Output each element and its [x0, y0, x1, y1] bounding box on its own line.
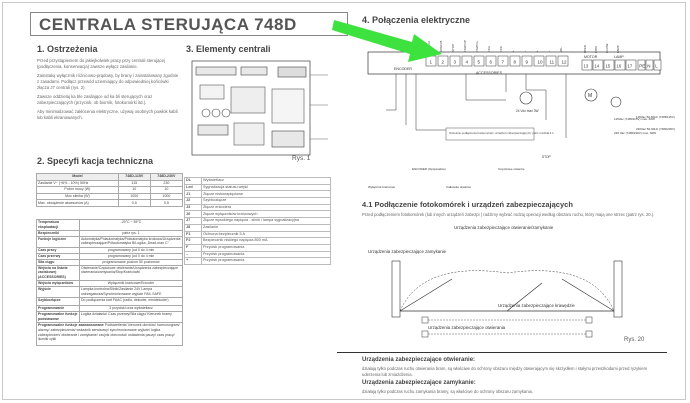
table-cell: Wyjście [37, 286, 80, 297]
legend-value: Szybkozłącze [202, 198, 331, 205]
legend-value: Złącze wyłączników krańcowych [202, 211, 331, 218]
table-cell: Zasilanie V~ (+6% - 10%) 50Hz [37, 180, 119, 187]
table-cell: Bezpieczniki [37, 230, 80, 236]
terminal-top-label: + [535, 50, 539, 52]
table-row [37, 187, 183, 194]
legend-key: F2 [185, 238, 202, 245]
terminal-number: 4 [465, 59, 469, 65]
display [200, 85, 224, 99]
relay-block [234, 123, 264, 145]
legend-value: Złącze enkodera [202, 204, 331, 211]
group-label-motor: MOTOR [584, 55, 598, 59]
power-terminal-label: PE [639, 63, 646, 69]
warning-lamp-symbol [611, 97, 621, 107]
terminal-block-j1 [196, 67, 236, 75]
terminal-top-label: FCA [487, 46, 491, 52]
warning-paragraph: Aby minimalizować zakłócenia elektryczne, używaj osobnych powłok kabli lub kabli ekranowanych. [37, 109, 178, 120]
table-cell: 3 przyciski oraz wyświetlacz [80, 305, 183, 311]
section-4-1-heading: 4.1 Podłączenie fotokomórek i urządzeń zabezpieczających [362, 200, 573, 209]
table-cell: 230 [150, 180, 182, 187]
close-devices-heading: Urządzenia zabezpieczające zamykanie: [362, 380, 476, 386]
table-row [37, 180, 183, 187]
label-open-close-devices: Urządzenia zabezpieczające otwieranie/zamykanie [454, 225, 554, 230]
table-cell: Max. obciążenie akcesoriów (A) [37, 200, 119, 207]
warning-paragraph: Zainstaluj wyłącznik różnicowo-prądowy, by brany i zainstalowany zgodnie z zasadami. Podłącz przewód uziemiający do odpowiedniej końcówki złącza J7 centrali (rys. 2) [37, 73, 179, 90]
terminal-number: 6 [489, 59, 493, 65]
terminal-number: 3 [453, 59, 457, 65]
legend-key: J6 [185, 211, 202, 218]
table-cell: Otwieranie/Częściowe otwieranie/Urządzenia zabezpieczające otwierania/zamykania/Stop/Krańcówki [80, 265, 183, 280]
table-cell: Do podłączenia kart FAAC (radio, dekoder, minidekoder) [80, 297, 183, 305]
label-partial-open: Częściowe otwarcie [498, 167, 525, 171]
table-cell: Funkcje logiczne [37, 236, 80, 247]
power-terminal-label: L [655, 63, 658, 69]
legend-key: J2 [185, 198, 202, 205]
spec-table [36, 173, 183, 207]
legend-value: Przycisk programowania [202, 258, 331, 265]
table-cell: Szybkozłącze [37, 297, 80, 305]
terminal-top-label: W.L. [559, 45, 563, 52]
terminal-top-label: + [511, 50, 515, 52]
column-header: Model [37, 174, 119, 181]
table-row [185, 251, 331, 258]
terminal-number: 5 [477, 59, 481, 65]
transformer [272, 89, 304, 123]
left-pillar [392, 261, 400, 317]
terminal-top-label: OPEN B [439, 40, 443, 52]
terminal-number: 10 [537, 59, 543, 65]
table-cell: 0,5 [118, 200, 150, 207]
terminal-top-label: – [547, 50, 551, 52]
table-cell: Siła ciągu [37, 259, 80, 265]
terminal-number: 17 [627, 63, 633, 69]
figure-label-rys-20: Rys. 20 [624, 337, 645, 343]
legend-key: DL [185, 178, 202, 185]
wire [386, 74, 396, 110]
table-cell: Programowalne funkcje podstawowe [37, 311, 80, 322]
terminal-top-label: STOP [451, 43, 455, 52]
table-cell-value: Podświetlenie/ kierunek obrotów/ harmonogram/ alarmy/ zabezpieczenia/ wskaźnik serwisowy/ synchronizowane wyjście/ logika zabezpieczeń/ otwieranie i zamykanie/ czujnik obecności/ ustawienia pauzy/ czas pracy/ liczniki cykli [38, 322, 180, 342]
label-lamp-230: 230 Vac (748D230V) max. 60W [614, 131, 657, 135]
close-devices-text: działają tylko podczas ruchu zamykania bramy, są właściwe do ochrony obszaru zamykania. [362, 389, 533, 394]
warning-paragraph: Przed przystąpieniem do jakiejkolwiek pracy przy centrali sterującej (podłączenia, konserwacja) zawsze wyłącz zasilanie. [37, 58, 166, 69]
section-1-text [37, 58, 179, 153]
terminal-number: 1 [429, 59, 433, 65]
legend-value: Sygnalizacja statusu wejść [202, 184, 331, 191]
motor-terminal-label: LAMP [616, 45, 620, 53]
table-cell: Czas pracy [37, 247, 80, 253]
section-3-heading: 3. Elementy centrali [186, 44, 271, 54]
warning-paragraph: Zawsze oddzielaj ka ble zasilające od ka bli sterujących oraz zabezpieczających (przycisk, ob biornik, fotokomórki itd.). [37, 94, 153, 105]
table-row [37, 236, 183, 247]
label-lamp-115: 115Vac (748D115V) max. 60W [614, 117, 655, 121]
section-divider [337, 352, 667, 353]
legend-key: + [185, 258, 202, 265]
quick-connector [231, 87, 265, 113]
table-cell: 1000 [118, 193, 150, 200]
table-cell: Temperatura eksploatacji [37, 220, 80, 231]
table-cell: Wyłączniki krańcowe/Encoder [80, 280, 183, 286]
legend-value: Złącze wysokiego napięcia - silnik i lampa sygnalizacyjna [202, 218, 331, 225]
table-row [37, 200, 183, 207]
legend-value: Wyświetlacz [202, 178, 331, 185]
label-edge-devices: Urządzenia zabezpieczające krawędzie [498, 303, 575, 308]
terminal-top-label: FCC [499, 45, 503, 52]
right-pillar [614, 261, 622, 317]
table-cell: programowany (od 0 do 4 min [80, 247, 183, 253]
table-cell: -20°C ÷ 55°C [80, 220, 183, 231]
motor-terminal-label: OPEN [583, 45, 587, 53]
column-header: 748D-230V [150, 174, 182, 181]
table-cell [37, 322, 183, 345]
terminal-block-j7 [278, 67, 306, 77]
section-2-heading: 2. Specyfi kacja techniczna [37, 156, 154, 166]
open-devices-text: działają tylko podczas ruchu otwierania bram, są właściwe do ochrony obszaru między otwierającym się skrzydłem i stałymi przeszkodami przed ryzykiem uderzenia lub zmiażdżenia. [362, 366, 648, 377]
photocell-box [422, 317, 428, 323]
legend-value: Złącze niskonapięciowe [202, 191, 331, 198]
figure-20-safety-zones [362, 221, 662, 346]
label-encoder-optional: ENCODER (Opcjonalnie) [412, 167, 446, 171]
terminal-number: 16 [616, 63, 622, 69]
title-box [30, 12, 348, 36]
fuse-f1 [198, 125, 228, 135]
terminal-number: 7 [501, 59, 505, 65]
annotation-arrow [330, 12, 450, 67]
terminal-block-j3 [241, 67, 267, 75]
legend-value: Zasilanie [202, 224, 331, 231]
table-cell: 1000 [150, 193, 182, 200]
table-cell: 10 [150, 187, 182, 194]
wire [416, 74, 446, 130]
label-open-devices: Urządzenia zabezpieczające otwierania [428, 325, 506, 330]
legend-key: F [185, 244, 202, 251]
legend-key: J8 [185, 224, 202, 231]
terminal-block-j8 [272, 131, 304, 147]
open-devices-heading: Urządzenia zabezpieczające otwieranie: [362, 357, 476, 363]
terminal-number: 15 [605, 63, 611, 69]
terminal-number: 9 [525, 59, 529, 65]
motor-terminal-label: CLOSE [605, 43, 609, 53]
table-row [37, 265, 183, 280]
legend-key: J1 [185, 191, 202, 198]
table-row [185, 178, 331, 185]
power-terminals [638, 60, 661, 70]
table-cell: Wejścia na listwie zaciskowej (ACCESSORIES) [37, 265, 80, 280]
lamp-24v-symbol [520, 92, 532, 104]
wire [466, 74, 506, 100]
table-cell-label: Programowalne funkcje zaawansowane [38, 322, 104, 327]
figure-label-rys-1: Rys. 1 [292, 155, 311, 162]
label-close-devices: Urządzenia zabezpieczające zamykanie [368, 249, 447, 254]
table-cell: Wejścia wyłączników [37, 280, 80, 286]
legend-key: F1 [185, 231, 202, 238]
table-row [185, 211, 331, 218]
photocell-note: Odnośnie podłączenia fotokomórek i urządzeń zabezpieczających: patrz rozdział 4.1 [449, 131, 554, 135]
label-24v: 24 Vdc max 3W [516, 109, 539, 113]
control-board-drawing [186, 55, 340, 163]
group-label-lamp: LAMP [614, 55, 624, 59]
table-row [37, 193, 183, 200]
legend-value: Ochrona bezpiecznik 5 A [202, 231, 331, 238]
photocell-box [422, 331, 428, 337]
table-row [185, 198, 331, 205]
arrow-shape [332, 20, 442, 62]
legend-key: J7 [185, 218, 202, 225]
table-cell: programowany (od 0 do 4 min [80, 253, 183, 259]
section-4-heading: 4. Połączenia elektryczne [362, 15, 471, 25]
label-stop: STOP [542, 155, 551, 159]
motor-m-letter: M [588, 93, 593, 99]
terminal-top-label: FSW OP [463, 40, 467, 52]
table-row [37, 286, 183, 297]
terminal-number: 14 [594, 63, 600, 69]
terminal-top-label: FSW CL [475, 40, 479, 52]
label-limit-switch: Wyłącznik krańcowe [368, 185, 396, 189]
table-cell: programowane poziom 50 poziomów [80, 259, 183, 265]
table-row [185, 238, 331, 245]
component-legend-table [184, 177, 331, 265]
table-cell: 115 [118, 180, 150, 187]
function-table [36, 219, 183, 346]
button-f [202, 109, 210, 117]
table-row [37, 297, 183, 305]
button-plus [222, 109, 230, 117]
table-cell: 0,5 [150, 200, 182, 207]
section-4-1-intro: Przed podłączeniem fotokomórek (lub innych urządzeń zabezpi ) radzimy wybrać rodzaj operacji według obszaru ruchu, który mają one strzec (patrz rys. 20.). [362, 212, 655, 217]
table-cell: 10 [118, 187, 150, 194]
table-cell: Logika działania/ Czas przerwy/Siła ciągu/ Kierunek bramy [80, 311, 183, 322]
power-terminal-label: N [647, 63, 651, 69]
legend-value: Przycisk programowania [202, 244, 331, 251]
table-cell: patrz rys. 1 [80, 230, 183, 236]
table-header-row [37, 174, 183, 181]
table-cell: Moc silnika (W) [37, 193, 119, 200]
table-row [37, 220, 183, 231]
group-label-encoder: ENCODER [394, 67, 412, 71]
legend-key: J3 [185, 204, 202, 211]
page-title: CENTRALA STERUJĄCA 748D [39, 15, 297, 34]
label-full-open: Całkowite otwarcie [446, 185, 472, 189]
table-cell: Programowanie [37, 305, 80, 311]
legend-key: – [185, 251, 202, 258]
photocell-box [586, 317, 592, 323]
terminal-number: 11 [549, 59, 555, 65]
table-row [185, 244, 331, 251]
table-row [185, 224, 331, 231]
table-row [37, 311, 183, 322]
legend-value: Bezpiecznik niskiego napięcia 800 mA [202, 238, 331, 245]
terminal-number: 12 [561, 59, 567, 65]
table-row [37, 322, 183, 345]
motor-terminal-label: COM [594, 46, 598, 53]
group-label-accessories: ACCESSORIES [476, 71, 502, 75]
table-row [185, 204, 331, 211]
label-supply-230: 230Vac 50-60Hz (748D230V) [636, 127, 676, 131]
button-minus [212, 109, 220, 117]
label-supply-115: 115Vac 50-60Hz (748D115V) [636, 115, 675, 119]
terminal-number: 2 [441, 59, 445, 65]
table-row [185, 184, 331, 191]
table-row [185, 191, 331, 198]
photocell-box [586, 331, 592, 337]
table-cell: Czas przerwy [37, 253, 80, 259]
column-header: 748D-115V [118, 174, 150, 181]
table-cell: Pobór mocy (W) [37, 187, 119, 194]
terminal-number: 8 [513, 59, 517, 65]
table-cell: Automatyka/Półautomatyka/Półautomatyka krokowa/Urządzenia zabezpieczające/Półautomatyka B/Logika „Dead-man C” [80, 236, 183, 247]
table-row [185, 231, 331, 238]
legend-value: Przycisk programowania [202, 251, 331, 258]
table-cell: Lampka kontrolna/Silnik/Zasilanie 24V Lampa ostrzegawcza/Synchronizowane wyjście FAIL SAFE [80, 286, 183, 297]
terminal-top-label: – [523, 50, 527, 52]
legend-key: Led [185, 184, 202, 191]
table-row [185, 258, 331, 265]
terminal-number: 13 [583, 63, 589, 69]
section-1-heading: 1. Ostrzeżenia [37, 44, 98, 54]
table-row [185, 218, 331, 225]
